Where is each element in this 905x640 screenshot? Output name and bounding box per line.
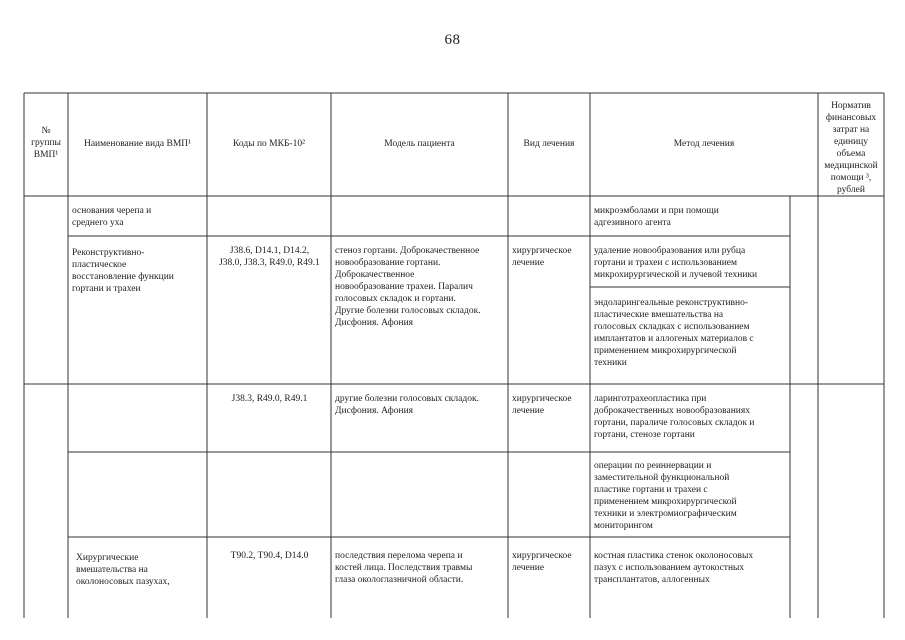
row4-codes: T90.2, T90.4, D14.0 <box>230 551 309 561</box>
row1-method: микроэмболами и при помощи адгезивного агента <box>594 206 719 228</box>
header-patient-model: Модель пациента <box>384 139 455 149</box>
row4-method: костная пластика стенок околоносовых пазух с использованием аутокостных трансплантатов, аллогенных <box>594 551 754 585</box>
row2-codes: J38.6, D14.1, D14.2, J38.0, J38.3, R49.0, R49.1 <box>219 246 320 268</box>
header-treatment-type: Вид лечения <box>523 139 575 149</box>
row2-method-1: удаление новообразования или рубца гортани и трахеи с использованием микрохирургической и лучевой техники <box>594 246 758 280</box>
row3-method-1: ларинготрахеопластика при доброкачественных новообразованиях гортани, параличе голосовых складок и гортани, стенозе гортани <box>594 394 755 440</box>
row1-name: основания черепа и среднего уха <box>72 206 152 228</box>
header-method: Метод лечения <box>673 139 735 149</box>
header-codes: Коды по МКБ-10² <box>233 139 305 149</box>
row2-model: стеноз гортани. Доброкачественное новообразование гортани. Доброкачественное новообразование трахеи. Паралич голосовых складок и гортани. Другие болезни голосовых складок. Дисфония. Афония <box>335 246 481 328</box>
page-number: 68 <box>444 32 461 48</box>
row3-model: другие болезни голосовых складок. Дисфония. Афония <box>335 394 479 416</box>
header-norm: Норматив финансовых затрат на единицу объема медицинской помощи ³, рублей <box>824 101 878 195</box>
row3-codes: J38.3, R49.0, R49.1 <box>231 394 308 404</box>
row3-type: хирургическое лечение <box>512 394 572 416</box>
row2-method-2: эндоларингеальные реконструктивно- пластические вмешательства на голосовых складках с использованием имплантатов и аллогеных материалов с применением микрохирургической техники <box>594 298 754 368</box>
row4-name: Хирургические вмешательства на околоносовых пазухах, <box>76 553 170 587</box>
row4-model: последствия перелома черепа и костей лица. Последствия травмы глаза окологлазничной области. <box>335 551 473 585</box>
header-group-number: № группы ВМП¹ <box>31 126 61 160</box>
row2-type: хирургическое лечение <box>512 246 572 268</box>
header-name: Наименование вида ВМП¹ <box>83 139 192 149</box>
row4-type: хирургическое лечение <box>512 551 572 573</box>
row3-method-2: операции по реиннервации и заместительной функциональной пластике гортани и трахеи с применением микрохирургической техники и электромиографическим мониторингом <box>594 461 737 531</box>
row2-name: Реконструктивно- пластическое восстановление функции гортани и трахеи <box>72 248 174 294</box>
